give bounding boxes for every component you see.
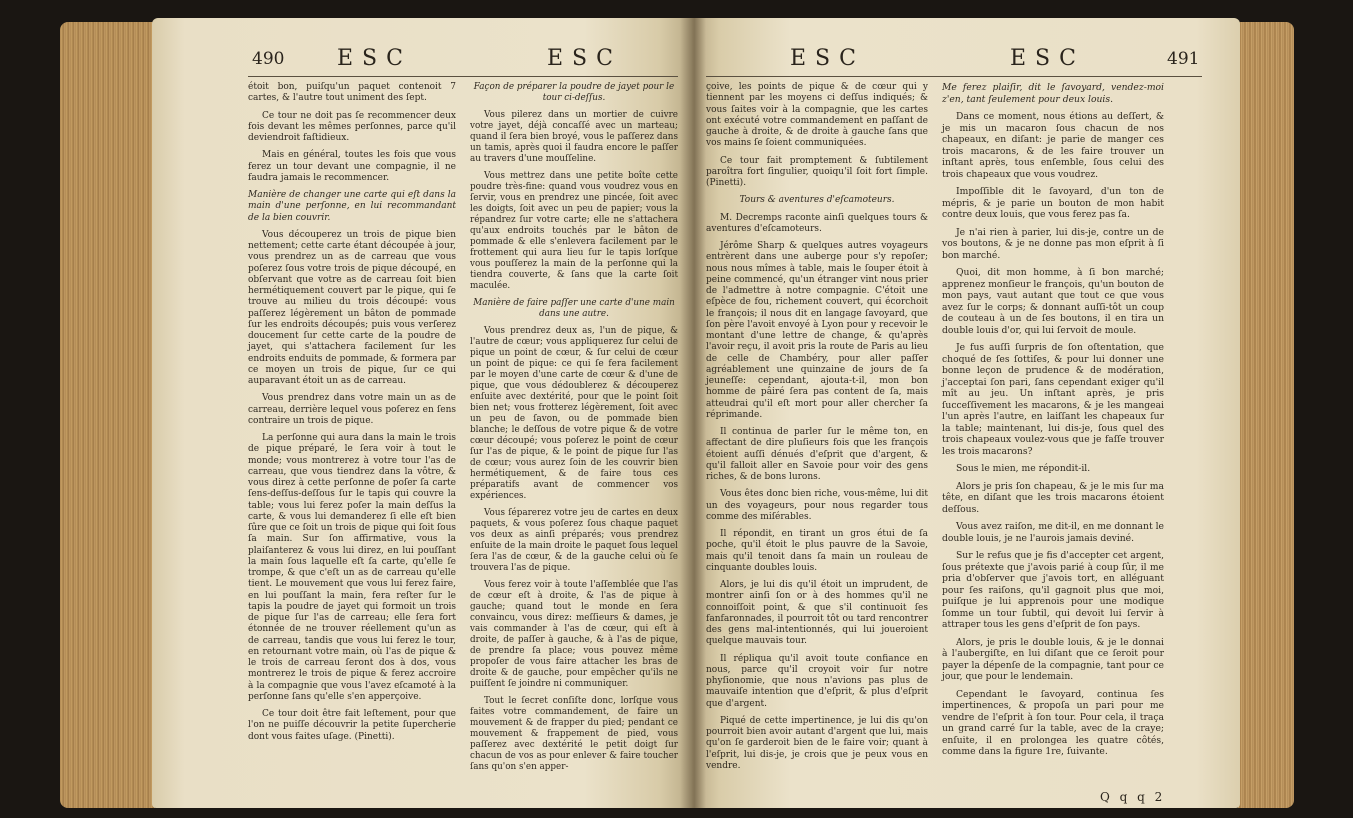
paragraph: Il continua de parler ſur le même ton, en affectant de dire pluſieurs fois que les françois étoient auſſi dénués d'eſprit que d'argent, & qu'il falloit aller en Savoie pour voir des gens riches, & de bons lurons. [706,427,928,482]
paragraph: Quoi, dit mon homme, à ſi bon marché; apprenez monſieur le françois, qu'un bouton de mon pays, vaut autant que tout ce que vous avez ſur le corps; & donnant auſſi-tôt un coup de couteau à un de ſes boutons, il en tira un double louis d'or, qui lui ſervoit de moule. [942,267,1164,336]
paragraph: Alors, je pris le double louis, & je le donnai à l'aubergiſte, en lui diſant que ce ſeroit pour payer la dépenſe de la compagnie, tant pour ce jour, que pour le lendemain. [942,636,1164,682]
text-column-left-1 [248,82,456,749]
paragraph: Je n'ai rien à parier, lui dis-je, contre un de vos boutons, & je ne donne pas mon eſprit à ſi bon marché. [942,226,1164,261]
paragraph: Vous avez raiſon, me dit-il, en me donnant le double louis, je ne l'aurois jamais deviné. [942,521,1164,544]
text-column-right-1 [706,82,928,778]
left-page [152,18,692,808]
paragraph: Vous ſéparerez votre jeu de cartes en deux paquets, & vous poſerez ſous chaque paquet vos deux as ainſi préparés; vous prendrez enſuite de la main droite le paquet ſous lequel ſera l'as de cœur, & de la gauche celui où ſe trouvera l'as de pique. [470,508,678,573]
paragraph: Mais en général, toutes les fois que vous ferez un tour devant une compagnie, il ne faudra jamais le recommencer. [248,150,456,183]
running-head-left-2: ESC [547,46,622,71]
page-number-right: 491 [1167,49,1200,69]
paragraph: Piqué de cette impertinence, je lui dis qu'on pourroit bien avoir autant d'argent que lui, mais qu'on ſe garderoit bien de le faire voir; quant à l'eſprit, lui dis-je, je crois que je peux vous en vendre. [706,715,928,771]
paragraph: Vous découperez un trois de pique bien nettement; cette carte étant découpée à jour, vous prendrez un as de carreau que vous poſerez ſous votre trois de pique découpé, en obſervant que votre as de carreau ſoit bien hermétiquement couvert par le pique, qui ſe trouve au milieu du trois découpé: vous paſſerez légèrement un bâton de pommade ſur les endroits découpés; puis vous verſerez doucement ſur cette carte de la poudre de jayet, qui s'attachera facilement ſur les endroits enduits de pommade, & formera par ce moyen un trois de pique, ſur ce qui auparavant étoit un as de carreau. [248,229,456,386]
section-heading: Manière de changer une carte qui eſt dans la main d'une perſonne, en lui recommandant de la bien couvrir. [248,190,456,223]
right-page-edges [1238,22,1294,808]
paragraph: M. Decremps raconte ainſi quelques tours & aventures d'eſcamoteurs. [706,212,928,234]
paragraph: Impoſſible dit le ſavoyard, d'un ton de mépris, & je parie un bouton de mon habit contre deux louis, que vous ferez pas ſa. [942,186,1164,220]
paragraph: Dans ce moment, nous étions au deſſert, & je mis un macaron ſous chacun de nos chapeaux, en diſant: je parie de manger ces trois macarons, & de les faire trouver un inſtant après, tous enſemble, ſous celui des trois chapeaux que vous voudrez. [942,111,1164,180]
paragraph: Vous mettrez dans une petite boîte cette poudre très-fine: quand vous voudrez vous en ſervir, vous en prendrez une pincée, ſoit avec les doigts, ſoit avec un peu de papier; vous la répandrez ſur votre carte; elle ne s'attachera qu'aux endroits touchés par le bâton de pommade & elle s'enlevera facilement par le frottement qui aura lieu ſur le tapis lorſque vous pouſſerez la main de la perſonne qui la tiendra couverte, & ſans que la carte ſoit maculée. [470,171,678,291]
book-gutter [680,18,706,808]
paragraph: Sur le refus que je fis d'accepter cet argent, ſous prétexte que j'avois parié à coup ſûr, il me pria d'obſerver que j'avois tort, en alléguant pour ſes raiſons, qu'il gagnoit plus que moi, puiſque je lui apprenois pour une modique ſomme un tour ſubtil, qui devoit lui ſervir à attraper tous les gens d'eſprit de ſon pays. [942,550,1164,630]
paragraph: Vous êtes donc bien riche, vous-même, lui dit un des voyageurs, pour nous regarder tous comme des miſérables. [706,489,928,522]
paragraph: étoit bon, puiſqu'un paquet contenoit 7 cartes, & l'autre tout uniment des ſept. [248,82,456,104]
right-page [692,18,1240,808]
paragraph: Sous le mien, me répondit-il. [956,463,1091,474]
paragraph: Ce tour doit être fait leſtement, pour que l'on ne puiſſe découvrir la petite ſupercherie dont vous faites uſage. (Pinetti). [248,709,456,742]
paragraph: Vous ferez voir à toute l'aſſemblée que l'as de cœur eſt à droite, & l'as de pique à gauche; quand tout le monde en ſera convaincu, vous direz: meſſieurs & dames, je vais commander à l'as de cœur, qui eſt à droite, de paſſer à gauche, & à l'as de pique, de prendre ſa place; vous pouvez même propoſer de vous faire attacher les bras de droite & de gauche, pour empêcher qu'ils ne puiſſent ſe joindre ni communiquer. [470,580,678,689]
left-page-edges [60,22,155,808]
running-head-left-1: ESC [337,46,412,71]
paragraph: Vous pilerez dans un mortier de cuivre votre jayet, déjà concaſſé avec un marteau; quand il ſera bien broyé, vous le paſſerez dans un tamis, après quoi il faudra encore le paſſer au travers d'une mouſſeline. [470,110,678,164]
section-heading: Façon de préparer la poudre de jayet pour le tour ci-deſſus. [473,82,675,103]
paragraph: La perſonne qui aura dans la main le trois de pique préparé, le ſera voir à tout le monde; vous montrerez à votre tour l'as de carreau, que vous tiendrez dans la vôtre, & vous direz à cette perſonne de poſer ſa carte ſens-deſſus-deſſous ſur le tapis qui couvre la table; vous lui ferez poſer la main deſſus la carte, & vous lui demanderez ſi elle eſt bien ſûre que ce ſoit un trois de pique qui ſoit ſous ſa main. Sur ſon affirmative, vous la plaiſanterez & vous lui direz, en lui pouſſant la main ſous laquelle eſt ſa carte, qu'elle ſe trompe, & que c'eſt un as de carreau qu'elle tient. Le mouvement que vous lui ferez faire, en lui pouſſant la main, fera reſter ſur le tapis la poudre de jayet qui formoit un trois de pique ſur l'as de carreau; elle ſera fort étonnée de ne trouver réellement qu'un as de carreau, tandis que vous lui ferez le tour, en retournant votre main, où l'as de pique & le trois de carreau ſeront dos à dos, vous montrerez le trois de pique & ferez accroire à la compagnie que vous l'avez eſcamoté à la perſonne ſans qu'elle s'en apperçoive. [248,433,456,702]
paragraph: Jérôme Sharp & quelques autres voyageurs entrèrent dans une auberge pour s'y repoſer; nous nous mîmes à table, mais le ſouper étoit à peine commencé, qu'un étranger vint nous prier de l'admettre à notre compagnie. C'étoit une eſpèce de fou, richement couvert, qui écorchoit le françois; il nous dit en langage ſavoyard, que ſon père l'avoit envoyé à Lyon pour y recevoir le montant d'une lettre de change, & qu'après l'avoir reçu, il avoit pris la route de Paris au lieu de celle de Chambéry, pour aller paſſer agréablement une quinzaine de jours de ſa jeuneſſe: cependant, ajouta-t-il, mon bon homme de pâiré ſera pas content de ſa, mais atteudrai qu'il eſt mort pour aller chercher ſa réprimande. [706,241,928,420]
paragraph: Ce tour ne doit pas ſe recommencer deux fois devant les mêmes perſonnes, parce qu'il deviendroit faſtidieux. [248,110,456,143]
paragraph: Alors je pris ſon chapeau, & je le mis ſur ma tête, en diſant que les trois macarons étoient deſſous. [942,480,1164,515]
running-head-right-2: ESC [1010,46,1085,71]
paragraph: Je fus auſſi ſurpris de ſon oſtentation, que choqué de ſes ſottiſes, & pour lui donner une bonne leçon de prudence & de modération, j'acceptai ſon pari, ſans cependant exiger qu'il mît au jeu. Un inſtant après, je pris ſucceſſivement les macarons, & je les mangeai l'un après l'autre, en laiſſant les chapeaux ſur la table; maintenant, lui dis-je, ſous quel des trois chapeaux voulez-vous que je faſſe trouver les trois macarons? [942,342,1164,457]
paragraph: çoive, les points de pique & de cœur qui y tiennent par les moyens ci deſſus indiqués; & vous ſaites voir à la compagnie, que les cartes ont exécuté votre commandement en paſſant de gauche à droite, & de droite à gauche ſans que vos mains ſe ſoient communiquées. [706,82,928,149]
paragraph: Il répliqua qu'il avoit toute confiance en nous, parce qu'il croyoit voir ſur notre phyſionomie, que nous n'avions pas plus de mauvaiſe intention que d'eſprit, & plus d'eſprit que d'argent. [706,653,928,709]
header-rule-left [248,76,678,77]
paragraph: Me ferez plaiſir, dit le ſavoyard, vendez-moi z'en, tant ſeulement pour deux louis. [942,82,1164,105]
paragraph: Alors, je lui dis qu'il étoit un imprudent, de montrer ainſi ſon or à des hommes qu'il ne connoiſſoit point, & que s'il continuoit ſes fanfaronnades, il pourroit tôt ou tard rencontrer des gens mal-intentionnés, qui lui joueroient quelque mauvais tour. [706,580,928,647]
text-column-right-2 [942,82,1164,764]
section-heading: Tours & aventures d'eſcamoteurs. [739,195,895,206]
paragraph: Cependant le ſavoyard, continua ſes impertinences, & propoſa un pari pour me vendre de l'eſprit à ſon tour. Pour cela, il traça un grand carré ſur la table, avec de la craye; enſuite, il en prolongea les quatre côtés, comme dans la figure 1re, ſuivante. [942,688,1164,757]
text-column-left-2 [470,82,678,779]
paragraph: Tout le ſecret conſiſte donc, lorſque vous faites votre commandement, de faire un mouvement & de frapper du pied; pendant ce mouvement & frappement de pied, vous paſſerez avec dextérité le petit doigt ſur chacun de vos as pour enlever & faire toucher ſans qu'on s'en apper- [470,696,678,772]
running-head-right-1: ESC [790,46,865,71]
page-number-left: 490 [252,49,285,69]
paragraph: Vous prendrez dans votre main un as de carreau, derrière lequel vous poſerez en ſens contraire un trois de pique. [248,393,456,426]
paragraph: Vous prendrez deux as, l'un de pique, & l'autre de cœur; vous appliquerez ſur celui de pique un point de cœur, & ſur celui de cœur un point de pique: ce qui ſe fera facilement par le moyen d'une carte de cœur & d'une de pique, que vous dédoublerez & découperez enſuite avec dextérité, pour que le point ſoit bien net; vous frotterez légèrement, ſoit avec un peu de ſavon, ou de pommade bien blanche; le deſſous de votre pique & de votre cœur découpé; vous poſerez le point de cœur ſur l'as de pique, & le point de pique ſur l'as de cœur; vous aurez ſoin de les couvrir bien hermétiquement, & de faire tous ces préparatifs avant de commencer vos expériences. [470,326,678,501]
paragraph: Ce tour fait promptement & ſubtilement paroîtra fort ſingulier, quoiqu'il ſoit fort ſimple. (Pinetti). [706,155,928,188]
paragraph: Il répondit, en tirant un gros étui de ſa poche, qu'il étoit le plus pauvre de la Savoie, mais qu'il tenoit dans ſa main un rouleau de cinquante doubles louis. [706,529,928,573]
section-heading: Manière de faire paſſer une carte d'une main dans une autre. [473,298,675,319]
header-rule-right [706,76,1202,77]
signature-mark: Q q q 2 [1100,790,1166,804]
